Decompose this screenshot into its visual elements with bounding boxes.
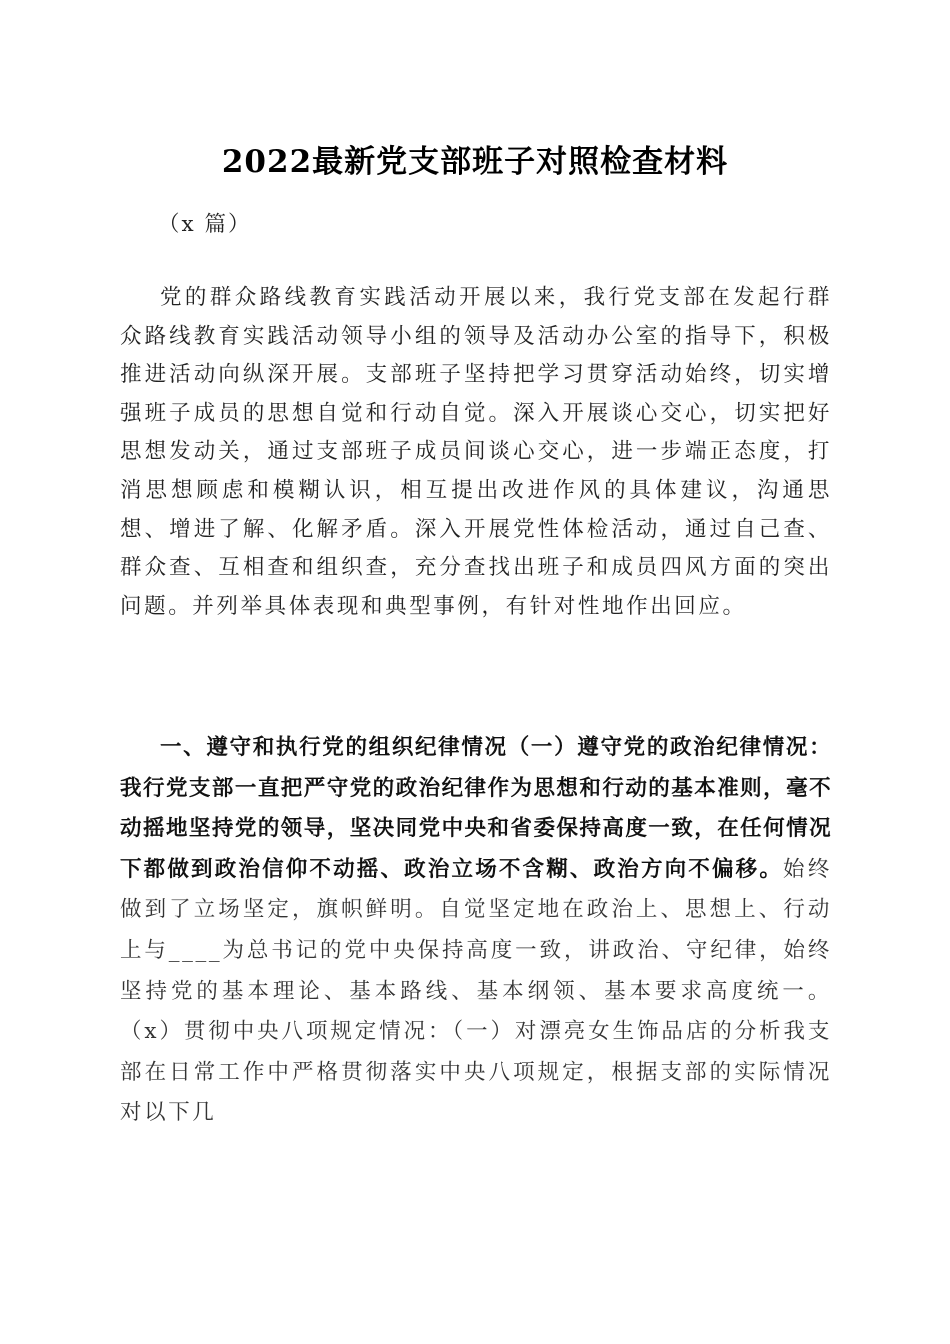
paragraph-intro: 党的群众路线教育实践活动开展以来，我行党支部在发起行群众路线教育实践活动领导小组的领导及活动办公室的指导下，积极推进活动向纵深开展。支部班子坚持把学习贯穿活动始终，切实增强班子成员的思想自觉和行动自觉。深入开展谈心交心，切实把好思想发动关，通过支部班子成员间谈心交心，进一步端正态度，打消思想顾虑和模糊认识，相互提出改进作风的具体建议，沟通思想、增进了解、化解矛盾。深入开展党性体检活动，通过自己查、群众查、互相查和组织查，充分查找出班子和成员四风方面的突出问题。并列举具体表现和典型事例，有针对性地作出回应。	[120, 285, 832, 619]
document-subtitle: （x 篇）	[158, 212, 252, 237]
document-title: 2022最新党支部班子对照检查材料	[221, 144, 729, 180]
section-one-bold-text: 一、遵守和执行党的组织纪律情况（一）遵守党的政治纪律情况：我行党支部一直把严守党的政治纪律作为思想和行动的基本准则，毫不动摇地坚持党的领导，坚决同党中央和省委保持高度一致，在任何情况下都做到政治信仰不动摇、政治立场不含糊、政治方向不偏移。	[120, 735, 832, 882]
paragraph-section-one	[120, 728, 832, 1134]
section-one-plain-text: 始终做到了立场坚定，旗帜鲜明。自觉坚定地在政治上、思想上、行动上与____为总书记的党中央保持高度一致，讲政治、守纪律，始终坚持党的基本理论、基本路线、基本纲领、基本要求高度统一。（x）贯彻中央八项规定情况：（一）对漂亮女生饰品店的分析我支部在日常工作中严格贯彻落实中央八项规定，根据支部的实际情况对以下几	[120, 856, 833, 1126]
